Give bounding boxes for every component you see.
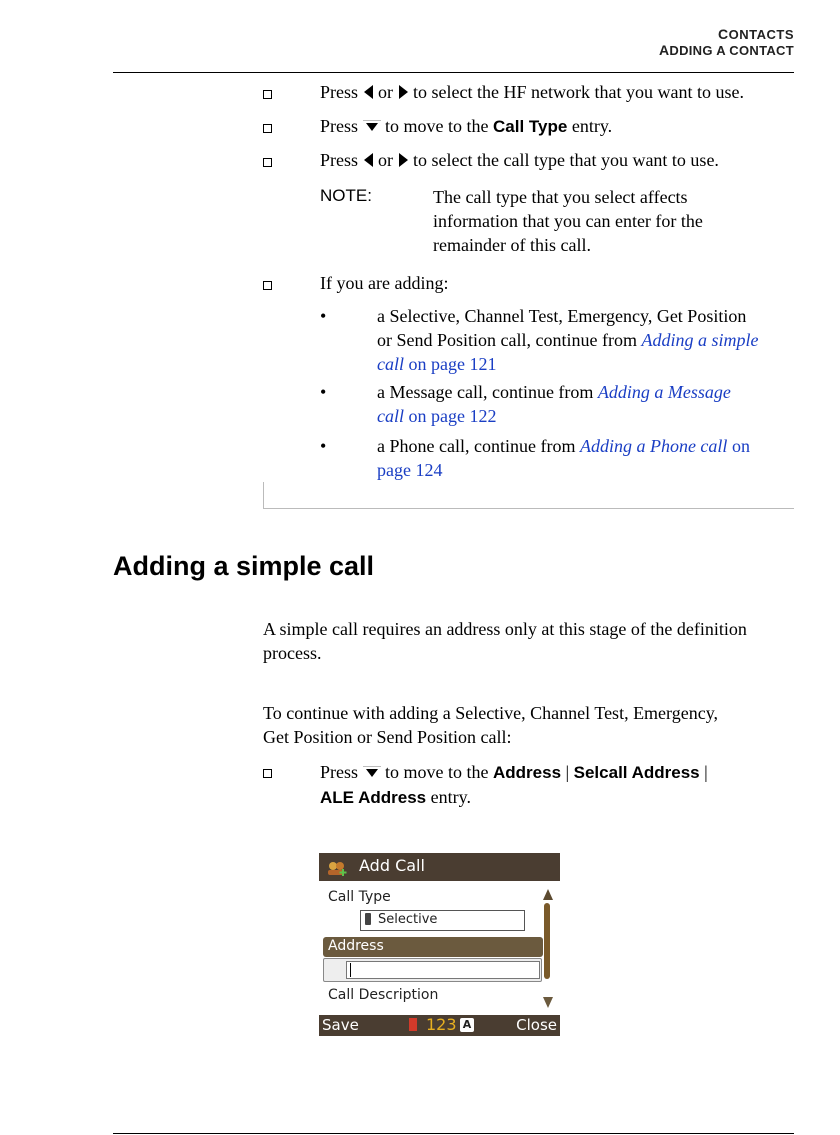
step-group-end-rule [263,508,794,509]
step-2-text: Press to move to the Call Type entry. [320,116,613,136]
link-adding-phone-call[interactable]: Adding a Phone call on [579,436,750,456]
header-rule [113,72,794,73]
save-softkey[interactable]: Save [322,1016,359,1034]
step-group-rule [263,482,264,508]
down-arrow-icon [363,766,381,779]
section-title: Adding a simple call [113,551,375,581]
step-checkbox-5 [263,769,272,778]
bullet-3: • [320,436,327,456]
device-screenshot [319,853,560,1036]
close-softkey[interactable]: Close [516,1016,557,1034]
add-contact-icon [326,860,348,876]
footer-rule [113,1133,794,1134]
address-input-box[interactable] [346,961,540,979]
address-label: Address [328,938,384,954]
step-checkbox-3 [263,158,272,167]
link-adding-simple-call[interactable]: Adding a simple [641,330,759,350]
chapter-header: CONTACTS [718,26,794,42]
step-checkbox-4 [263,281,272,290]
link-adding-phone-call-cont[interactable]: page 124 [377,460,443,480]
right-arrow-icon [399,85,408,99]
address-step-text: Press to move to the Address | Selcall Address | ALE Address entry. [320,762,708,807]
screen-title: Add Call [359,856,425,875]
link-adding-message-call-cont[interactable]: call on page 122 [377,406,497,426]
note-label: NOTE: [320,186,372,205]
bullet-2-text: a Message call, continue from Adding a Message call on page 122 [377,382,731,426]
phone-icon [365,913,371,925]
down-arrow-icon [363,120,381,133]
step-1-text: Press or to select the HF network that you want to use. [320,82,744,102]
call-type-value: Selective [378,912,438,927]
scroll-up-icon[interactable] [543,889,553,900]
note-text: The call type that you select affects information that you can enter for the remainder of this call. [433,187,703,255]
link-adding-message-call[interactable]: Adding a Message [597,382,731,402]
link-adding-simple-call-cont[interactable]: call on page 121 [377,354,497,374]
numeric-mode-indicator: 123 [426,1015,457,1034]
softkey-bar [319,1015,560,1036]
screen-title-bar [319,853,560,881]
alpha-mode-indicator: A [460,1018,474,1032]
step-3-text: Press or to select the call type that you want to use. [320,150,719,170]
bullet-2: • [320,382,327,402]
lock-icon [409,1018,417,1031]
scroll-down-icon[interactable] [543,997,553,1008]
scrollbar[interactable] [544,903,550,979]
bullet-1-text: a Selective, Channel Test, Emergency, Get Position or Send Position call, continue from Adding a simple call on page 121 [377,306,759,374]
call-type-label: Call Type [328,889,391,905]
step-checkbox-2 [263,124,272,133]
intro-paragraph: A simple call requires an address only at this stage of the definition process. [263,619,747,663]
if-adding-text: If you are adding: [320,273,449,293]
step-checkbox-1 [263,90,272,99]
call-type-select[interactable] [360,910,525,931]
address-label-highlight[interactable] [323,937,543,957]
right-arrow-icon [399,153,408,167]
bullet-1: • [320,306,327,326]
bullet-3-text: a Phone call, continue from Adding a Phone call on page 124 [377,436,750,480]
left-arrow-icon [364,85,373,99]
text-caret [350,963,351,977]
continue-paragraph: To continue with adding a Selective, Channel Test, Emergency, Get Position or Send Position call: [263,703,719,747]
left-arrow-icon [364,153,373,167]
section-header: ADDING A CONTACT [658,42,794,58]
call-description-label: Call Description [328,987,439,1003]
address-input[interactable] [323,958,542,982]
